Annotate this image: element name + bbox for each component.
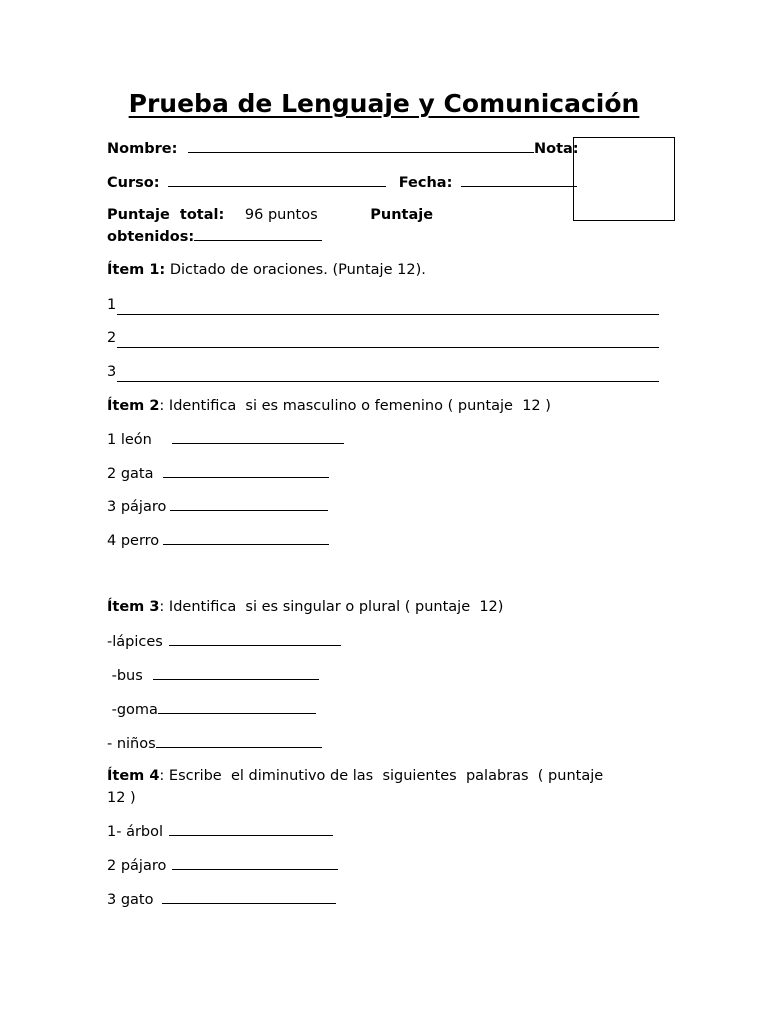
item3-entry-4 [107, 733, 322, 754]
answer-line[interactable] [170, 496, 328, 511]
item3-entry-3 [107, 699, 316, 720]
puntaje-total-label: Puntaje total: [107, 207, 225, 223]
line-number: 1 [107, 297, 117, 313]
item3-heading [107, 597, 503, 617]
entry-word: 2 gata [107, 466, 154, 482]
page-title: Prueba de Lenguaje y Comunicación [128, 89, 640, 118]
item4-label: Ítem 4 [107, 768, 160, 784]
puntaje-label: Puntaje [370, 207, 434, 223]
item2-entry-1 [107, 429, 344, 450]
item2-label: Ítem 2 [107, 398, 160, 414]
item2-entry-4 [107, 530, 329, 551]
line-number: 3 [107, 364, 117, 380]
item2-entry-2 [107, 463, 329, 484]
nombre-field[interactable] [188, 138, 534, 153]
line-number: 2 [107, 330, 117, 346]
item3-text: : Identifica si es singular o plural ( puntaje 12) [159, 599, 504, 615]
item2-heading [107, 396, 551, 416]
item4-text-line1: : Escribe el diminutivo de las siguientes palabras ( puntaje [159, 768, 604, 784]
item1-label: Ítem 1: [107, 262, 166, 278]
nota-box[interactable] [573, 137, 675, 221]
entry-word: 3 gato [107, 892, 154, 908]
obtenidos-row [107, 226, 322, 247]
fecha-field[interactable] [461, 172, 577, 187]
curso-label: Curso: [107, 175, 160, 191]
item1-line-2[interactable] [107, 328, 659, 348]
answer-line[interactable] [158, 699, 316, 714]
answer-line[interactable] [172, 855, 338, 870]
answer-line[interactable] [163, 530, 329, 545]
fecha-label: Fecha: [398, 175, 453, 191]
puntaje-total-value: 96 puntos [244, 207, 318, 223]
answer-line[interactable] [117, 366, 659, 382]
item2-text: : Identifica si es masculino o femenino ( puntaje 12 ) [159, 398, 551, 414]
item4-heading [107, 766, 603, 786]
item2-entry-3 [107, 496, 328, 517]
curso-row [107, 172, 577, 193]
item1-line-3[interactable] [107, 362, 659, 382]
answer-line[interactable] [169, 821, 333, 836]
answer-line[interactable] [163, 463, 329, 478]
item4-entry-1 [107, 821, 333, 842]
answer-line[interactable] [169, 631, 341, 646]
item1-heading [107, 260, 426, 280]
entry-word: -goma [107, 702, 158, 718]
item4-entry-3 [107, 889, 336, 910]
nombre-label: Nombre: [107, 141, 178, 157]
answer-line[interactable] [162, 889, 336, 904]
entry-word: -bus [107, 668, 143, 684]
entry-word: 2 pájaro [107, 858, 167, 874]
item4-heading-cont: 12 ) [107, 790, 136, 806]
puntaje-total-row [107, 205, 433, 225]
curso-field[interactable] [168, 172, 386, 187]
entry-word: - niños [107, 736, 156, 752]
nombre-row [107, 138, 579, 159]
entry-word: 4 perro [107, 533, 160, 549]
answer-line[interactable] [117, 299, 659, 315]
item1-line-1[interactable] [107, 295, 659, 315]
entry-word: 3 pájaro [107, 499, 167, 515]
item3-entry-1 [107, 631, 341, 652]
nota-label: Nota: [533, 141, 579, 157]
obtenidos-field[interactable] [194, 226, 322, 241]
item4-entry-2 [107, 855, 338, 876]
item3-entry-2 [107, 665, 319, 686]
answer-line[interactable] [117, 332, 659, 348]
answer-line[interactable] [156, 733, 322, 748]
obtenidos-label: obtenidos: [107, 229, 195, 245]
entry-word: -lápices [107, 634, 163, 650]
item3-label: Ítem 3 [107, 599, 160, 615]
answer-line[interactable] [153, 665, 319, 680]
item1-text: Dictado de oraciones. (Puntaje 12). [165, 262, 426, 278]
entry-word: 1- árbol [107, 824, 164, 840]
entry-word: 1 león [107, 432, 152, 448]
answer-line[interactable] [172, 429, 344, 444]
